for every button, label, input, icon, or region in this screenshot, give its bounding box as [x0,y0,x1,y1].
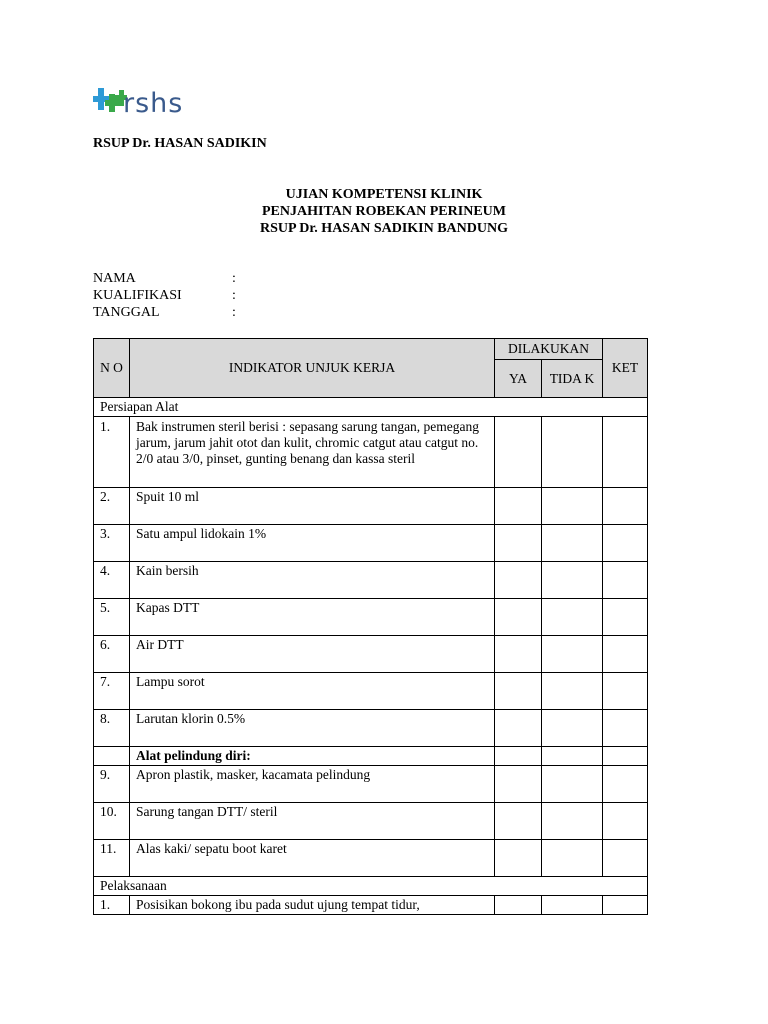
table-row [94,488,648,525]
subsection-row [94,747,648,766]
document-title [0,186,768,237]
col-header-tidak: TIDA K [542,360,603,398]
identity-row-tanggal [93,304,236,321]
ya-cell[interactable] [495,599,542,636]
ya-cell[interactable] [495,747,542,766]
ya-cell[interactable] [495,710,542,747]
ket-cell[interactable] [603,636,648,673]
row-indicator: Sarung tangan DTT/ steril [130,803,495,840]
identity-sep: : [232,305,236,320]
identity-fields [93,270,236,321]
identity-row-kualifikasi [93,287,236,304]
row-indicator: Lampu sorot [130,673,495,710]
col-header-indikator: INDIKATOR UNJUK KERJA [130,339,495,398]
tidak-cell[interactable] [542,896,603,915]
rshs-logo [93,85,203,125]
subsection-title: Alat pelindung diri: [130,747,495,766]
ya-cell[interactable] [495,636,542,673]
identity-row-nama [93,270,236,287]
row-number: 9. [94,766,130,803]
identity-label: TANGGAL [93,305,160,320]
ket-cell[interactable] [603,488,648,525]
ya-cell[interactable] [495,417,542,488]
row-indicator: Apron plastik, masker, kacamata pelindung [130,766,495,803]
ya-cell[interactable] [495,803,542,840]
ket-cell[interactable] [603,896,648,915]
table-row [94,417,648,488]
row-number: 3. [94,525,130,562]
tidak-cell[interactable] [542,599,603,636]
section-row [94,877,648,896]
ya-cell[interactable] [495,896,542,915]
row-indicator: Posisikan bokong ibu pada sudut ujung tempat tidur, [130,896,495,915]
tidak-cell[interactable] [542,803,603,840]
table-row [94,803,648,840]
section-title: Persiapan Alat [94,398,648,417]
tidak-cell[interactable] [542,525,603,562]
row-number: 11. [94,840,130,877]
tidak-cell[interactable] [542,747,603,766]
row-indicator: Satu ampul lidokain 1% [130,525,495,562]
ya-cell[interactable] [495,525,542,562]
row-indicator: Kapas DTT [130,599,495,636]
table-row [94,636,648,673]
ya-cell[interactable] [495,673,542,710]
ket-cell[interactable] [603,840,648,877]
row-indicator: Larutan klorin 0.5% [130,710,495,747]
col-header-dilakukan: DILAKUKAN [495,339,603,360]
assessment-table [93,338,648,915]
ket-cell[interactable] [603,803,648,840]
ya-cell[interactable] [495,562,542,599]
table-row [94,673,648,710]
section-title: Pelaksanaan [94,877,648,896]
row-number: 8. [94,710,130,747]
table-row [94,562,648,599]
col-header-ket: KET [603,339,648,398]
row-indicator: Bak instrumen steril berisi : sepasang sarung tangan, pemegang jarum, jarum jahit otot dan kulit, chromic catgut atau catgut no. 2/0 atau 3/0, pinset, gunting benang dan kassa steril [130,417,495,488]
tidak-cell[interactable] [542,488,603,525]
ya-cell[interactable] [495,840,542,877]
row-number: 4. [94,562,130,599]
table-row [94,525,648,562]
row-number: 6. [94,636,130,673]
table-row [94,840,648,877]
row-number: 1. [94,417,130,488]
tidak-cell[interactable] [542,562,603,599]
tidak-cell[interactable] [542,417,603,488]
ket-cell[interactable] [603,710,648,747]
col-header-no: N O [94,339,130,398]
title-line-3: RSUP Dr. HASAN SADIKIN BANDUNG [259,221,508,236]
row-indicator: Alas kaki/ sepatu boot karet [130,840,495,877]
identity-label: NAMA [93,271,136,286]
title-line-1: UJIAN KOMPETENSI KLINIK [285,187,483,202]
row-number: 10. [94,803,130,840]
row-indicator: Kain bersih [130,562,495,599]
row-number: 5. [94,599,130,636]
row-number [94,747,130,766]
section-row [94,398,648,417]
row-indicator: Air DTT [130,636,495,673]
col-header-ya: YA [495,360,542,398]
ket-cell[interactable] [603,766,648,803]
logo-text: rshs [123,88,184,119]
identity-label: KUALIFIKASI [93,288,182,303]
title-line-2: PENJAHITAN ROBEKAN PERINEUM [262,204,506,219]
row-number: 1. [94,896,130,915]
ket-cell[interactable] [603,417,648,488]
identity-sep: : [232,271,236,286]
ket-cell[interactable] [603,599,648,636]
table-row [94,896,648,915]
tidak-cell[interactable] [542,710,603,747]
ket-cell[interactable] [603,525,648,562]
ket-cell[interactable] [603,562,648,599]
row-number: 7. [94,673,130,710]
identity-sep: : [232,288,236,303]
ket-cell[interactable] [603,673,648,710]
ya-cell[interactable] [495,766,542,803]
row-number: 2. [94,488,130,525]
table-row [94,766,648,803]
rshs-cross-logo-icon [93,88,127,114]
hospital-name: RSUP Dr. HASAN SADIKIN [93,136,267,151]
ya-cell[interactable] [495,488,542,525]
table-row [94,710,648,747]
row-indicator: Spuit 10 ml [130,488,495,525]
tidak-cell[interactable] [542,766,603,803]
tidak-cell[interactable] [542,636,603,673]
tidak-cell[interactable] [542,673,603,710]
table-row [94,599,648,636]
tidak-cell[interactable] [542,840,603,877]
ket-cell[interactable] [603,747,648,766]
